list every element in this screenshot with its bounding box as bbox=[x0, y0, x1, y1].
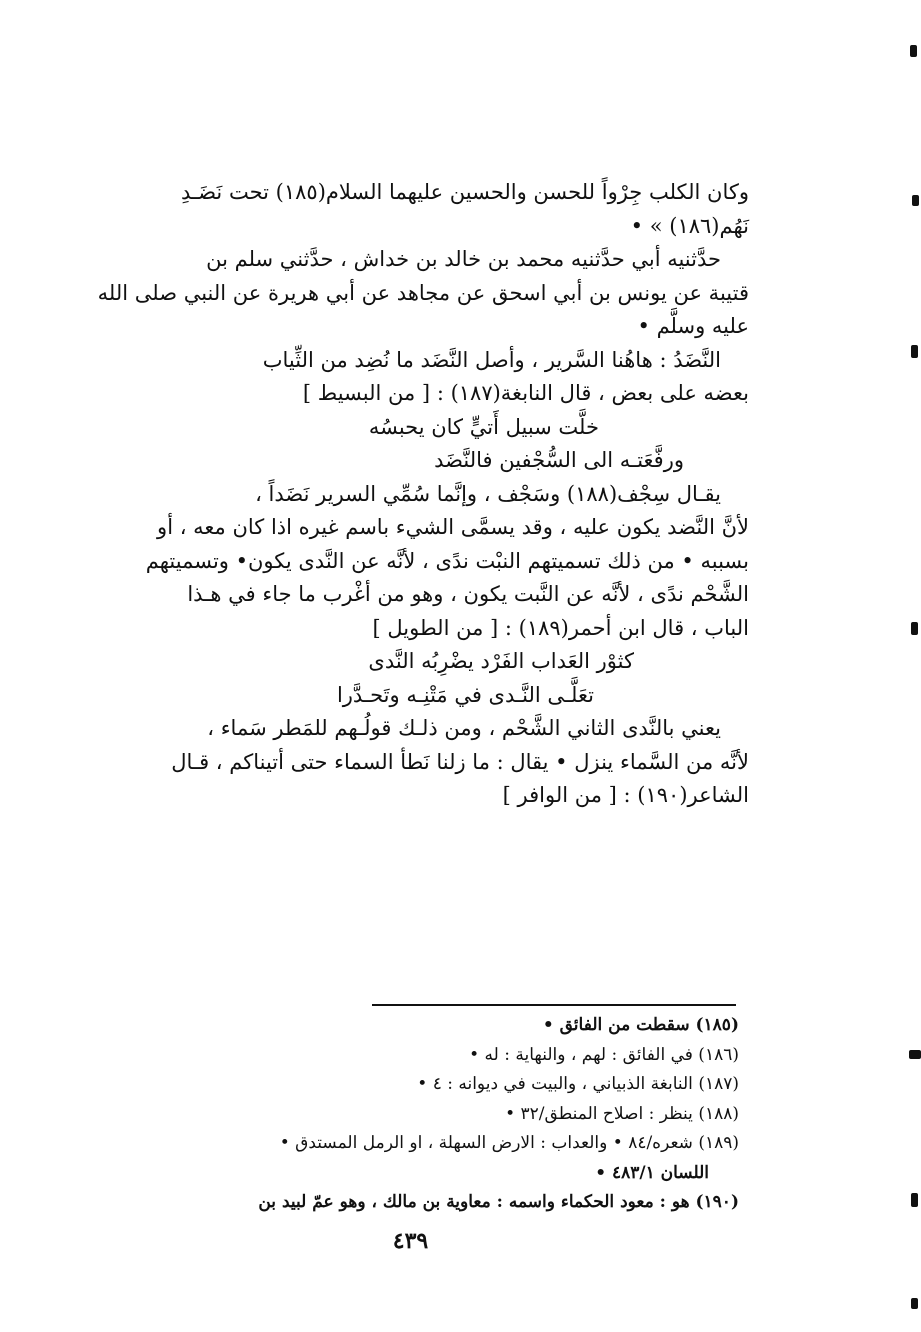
text-line bbox=[89, 612, 749, 646]
text-line bbox=[89, 377, 749, 411]
edge-mark bbox=[911, 1193, 918, 1207]
footnote: (١٨٩) شعره/٨٤ • والعداب : الارض السهلة ، او الرمل المستدق • bbox=[279, 1133, 739, 1153]
line-text: بعضه على بعض ، قال النابغة(١٨٧) : bbox=[436, 381, 749, 405]
edge-mark bbox=[911, 622, 918, 635]
text-line bbox=[89, 779, 749, 813]
line-text: الشاعر(١٩٠) : bbox=[623, 783, 749, 807]
text-line: عليه وسلَّم • bbox=[637, 314, 749, 338]
text-line: قتيبة عن يونس بن أبي اسحق عن مجاهد عن أبي هريرة عن النبي صلى الله bbox=[97, 280, 749, 305]
text-line: يقـال سِجْف(١٨٨) وسَجْف ، وإنَّما سُمِّي السرير نَضَداً ، bbox=[255, 481, 721, 506]
edge-mark bbox=[911, 345, 918, 358]
verse-meter: [ من الطويل ] bbox=[372, 615, 499, 640]
text-line: يعني بالنَّدى الثاني الشَّحْم ، ومن ذلـك قولُـهم للمَطر سَماء ، bbox=[207, 716, 721, 740]
text-line: الشَّحْم ندًى ، لأنَّه عن النَّبت يكون ، وهو من أغْرب ما جاء في هـذا bbox=[187, 582, 749, 606]
verse-meter: [ من الوافر ] bbox=[502, 783, 617, 807]
footnote-divider bbox=[372, 1004, 736, 1006]
page-number: ٤٣٩ bbox=[392, 1228, 429, 1254]
text-line: النَّضَدُ : هاهُنا السَّرير ، وأصل النَّضَد ما نُضِد من الثِّياب bbox=[262, 347, 721, 372]
footnote: (١٨٧) النابغة الذبياني ، والبيت في ديوانه : ٤ • bbox=[417, 1074, 739, 1094]
text-line: حدَّثنيه أبي حدَّثنيه محمد بن خالد بن خداش ، حدَّثني سلم بن bbox=[206, 247, 721, 271]
edge-mark bbox=[910, 45, 917, 57]
footnote: (١٩٠) هو : معود الحكماء واسمه : معاوية بن مالك ، وهو عمّ لبيد بن bbox=[258, 1192, 739, 1212]
verse-line: كثوْر العَداب الفَرْد يضْرِبُه النَّدى bbox=[368, 649, 634, 673]
main-text bbox=[89, 176, 749, 813]
footnotes bbox=[89, 1011, 739, 1218]
verse-line: خلَّت سبيل أَتيٍّ كان يحبسُه bbox=[368, 414, 599, 439]
edge-mark bbox=[909, 1050, 921, 1059]
text-line: لأنَّه من السَّماء ينزل • يقال : ما زلنا نَطأ السماء حتى أتيناكم ، قـال bbox=[171, 749, 749, 774]
edge-mark bbox=[912, 195, 919, 206]
footnote-continuation: اللسان ٤٨٣/١ • bbox=[595, 1162, 709, 1183]
verse-line: ورفَّعَتـه الى السُّجْفين فالنَّضَد bbox=[434, 448, 684, 472]
text-line: نَهُم(١٨٦) » • bbox=[630, 213, 749, 238]
footnote: (١٨٨) ينظر : اصلاح المنطق/٣٢ • bbox=[505, 1103, 739, 1124]
verse-line: تعَلَّـى النَّـدى في مَتْنِـه وتَحـدَّرا bbox=[336, 682, 594, 707]
footnote: (١٨٦) في الفائق : لهم ، والنهاية : له • bbox=[469, 1044, 739, 1065]
line-text: الباب ، قال ابن أحمر(١٨٩) : bbox=[504, 615, 749, 640]
text-line: بسببه • من ذلك تسميتهم النبْت ندًى ، لأنَّه عن النَّدى يكون• وتسميتهم bbox=[145, 548, 749, 573]
edge-mark bbox=[911, 1298, 918, 1309]
verse-meter: [ من البسيط ] bbox=[302, 381, 431, 405]
footnote: (١٨٥) سقطت من الفائق • bbox=[542, 1015, 739, 1035]
text-line: لأنَّ النَّضد يكون عليه ، وقد يسمَّى الشيء باسم غيره اذا كان معه ، أو bbox=[157, 515, 749, 539]
text-line: وكان الكلب جِرْواً للحسن والحسين عليهما السلام(١٨٥) تحت نَضَـدِ bbox=[181, 180, 749, 204]
